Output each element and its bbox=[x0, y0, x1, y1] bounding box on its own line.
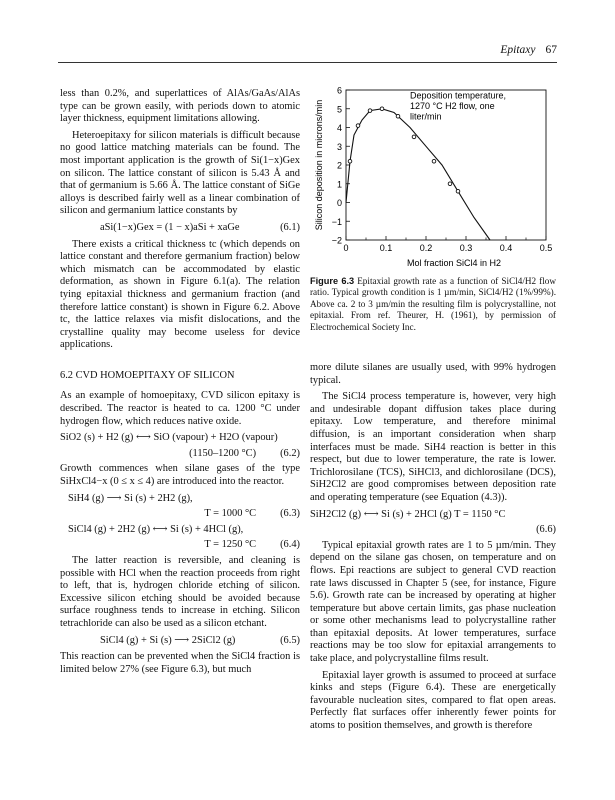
x-tick-label: 0 bbox=[343, 243, 349, 253]
equation-6-6-line1: SiH2Cl2 (g) ⟷ Si (s) + 2HCl (g) T = 1150 °C bbox=[310, 508, 506, 520]
y-tick-label: −1 bbox=[331, 216, 342, 227]
equation-6-4-line1: SiCl4 (g) + 2H2 (g) ⟷ Si (s) + 4HCl (g), bbox=[68, 523, 244, 535]
figure-caption-text: Epitaxial growth rate as a function of SiCl4/H2 flow ratio. Typical growth condition is 1 µm/min, SiCl4/H2 (1%/99%). Above ca. 2 to 3 µm/min the resulting film is polycrystalline, not epitaxial. From ref. Theurer, H. (1961), by permission of Electrochemical Society Inc. bbox=[310, 276, 556, 332]
equation-6-2-line1: SiO2 (s) + H2 (g) ⟷ SiO (vapour) + H2O (vapour) bbox=[60, 432, 278, 444]
y-tick-label: 2 bbox=[336, 160, 342, 171]
equation-6-2-row2 bbox=[60, 448, 300, 461]
intro-paragraph-1: less than 0.2%, and superlattices of AlAs/GaAs/AlAs type can be grown easily, with periods down to atomic layer thickness, equipment limitations allowing. bbox=[60, 88, 300, 125]
equation-6-4-number: (6.4) bbox=[280, 539, 300, 551]
right-paragraph-1: more dilute silanes are usually used, with 99% hydrogen typical. bbox=[310, 362, 556, 386]
y-tick-label: 0 bbox=[336, 198, 342, 208]
data-point bbox=[368, 109, 372, 113]
equation-6-6 bbox=[310, 509, 556, 522]
data-point bbox=[448, 182, 452, 186]
section-paragraph-4: This reaction can be prevented when the SiCl4 fraction is limited below 27% (see Figure 6.3), but much bbox=[60, 651, 300, 675]
equation-6-1-number: (6.1) bbox=[280, 221, 300, 233]
data-point bbox=[356, 124, 360, 128]
data-point bbox=[412, 135, 416, 139]
deposition-curve bbox=[346, 109, 490, 240]
annotation-line: 1270 °C H2 flow, one bbox=[410, 100, 495, 111]
equation-6-4-row2 bbox=[60, 539, 300, 552]
data-point bbox=[348, 159, 352, 163]
section-title: 6.2 CVD HOMOEPITAXY OF SILICON bbox=[60, 369, 235, 381]
section-paragraph-1: As an example of homoepitaxy, CVD silicon epitaxy is described. The reactor is heated to ca. 1200 °C under hydrogen flow, which reduces native oxide. bbox=[60, 390, 300, 427]
equation-6-2-number: (6.2) bbox=[280, 447, 300, 459]
equation-6-5 bbox=[60, 635, 300, 648]
page-number: 67 bbox=[545, 44, 557, 56]
equation-6-6-row2 bbox=[310, 524, 556, 537]
equation-6-3-row2 bbox=[60, 508, 300, 521]
intro-paragraph-2: Heteroepitaxy for silicon materials is difficult because no good lattice matching materials can be found. The most important application is the growth of Si(1−x)Gex on silicon. The lattice constant of silicon is 5.43 Å and that of germanium is 5.66 Å. The lattice constant of SiGe alloys is described fairly well as a linear combination of silicon and germanium lattice constants by bbox=[60, 129, 300, 217]
equation-6-3-number: (6.3) bbox=[280, 508, 300, 520]
left-column bbox=[60, 88, 300, 680]
equation-6-3-line2: T = 1000 °C bbox=[204, 508, 257, 520]
running-title: Epitaxy bbox=[500, 44, 536, 56]
equation-6-4-line2: T = 1250 °C bbox=[204, 539, 257, 551]
y-tick-label: −2 bbox=[331, 235, 342, 246]
y-tick-label: 1 bbox=[336, 179, 342, 190]
annotation-line: Deposition temperature, bbox=[410, 90, 507, 101]
x-tick-label: 0.1 bbox=[379, 243, 393, 253]
y-tick-label: 5 bbox=[336, 104, 342, 115]
y-axis-label: Silicon deposition in microns/min bbox=[314, 99, 324, 231]
right-paragraph-4: Epitaxial layer growth is assumed to proceed at surface kinks and steps (Figure 6.4). These are energetically favourable nucleation sites, compared to flat open areas. Perfectly flat surfaces offer inherently fewer points for atoms to position themselves, and growth is therefore bbox=[310, 669, 556, 732]
equation-6-6-number: (6.6) bbox=[536, 524, 556, 536]
figure-label: Figure 6.3 bbox=[310, 276, 355, 286]
right-paragraph-3: Typical epitaxial growth rates are 1 to 5 µm/min. They depend on the silane gas chosen, on temperature and on flows. Epi reactions are subject to general CVD reaction rate laws discussed in Chapter 5 (see, for instance, Figure 5.6). Growth rate can be increased by operating at higher temperature but above certain limits, gas phase nucleation or some other mechanisms lead to polycrystalline rather than epitaxial deposits. At lower temperatures, surface reactions may be too slow for epitaxial arrangements to take place, and polycrystalline films result. bbox=[310, 539, 556, 665]
data-point bbox=[396, 114, 400, 118]
equation-6-1 bbox=[60, 222, 300, 235]
data-point bbox=[432, 159, 436, 163]
section-paragraph-2: Growth commences when silane gases of the type SiHxCl4−x (0 ≤ x ≤ 4) are introduced into the reactor. bbox=[60, 463, 300, 488]
equation-6-5-number: (6.5) bbox=[280, 634, 300, 646]
equation-6-2-line2: (1150–1200 °C) bbox=[189, 447, 257, 459]
equation-6-1-body: aSi(1−x)Gex = (1 − x)aSi + xaGe bbox=[100, 221, 240, 233]
right-paragraph-2: The SiCl4 process temperature is, however, very high and undesirable dopant diffusion takes place during epitaxy. Low temperature, and therefore minimal diffusion, is an important consideration when sharp interfaces must be made. SiH4 reaction is better in this respect, but due to lower temperature, the rate is lower. Trichlorosilane (TCS), SiHCl3, and dichlorosilane (DCS), SiH2Cl2 are good compromises between deposition rate and operating temperature (see Equation (4.3)). bbox=[310, 391, 556, 503]
figure-caption bbox=[310, 276, 556, 333]
x-tick-label: 0.4 bbox=[499, 243, 513, 253]
figure-6-3-chart bbox=[310, 84, 560, 274]
intro-paragraph-3: There exists a critical thickness tc (which depends on lattice constant and therefore germanium fraction) below which mismatch can be accommodated by elastic deformation, as shown in Figure 6.1(a). The relation tying epitaxial thickness and germanium fraction (and therefore lattice constant) is shown in Figure 6.2. Above tc, the lattice relaxes via misfit dislocations, and the crystalline quality may become useless for device applications. bbox=[60, 238, 300, 351]
x-tick-label: 0.3 bbox=[459, 243, 473, 253]
section-paragraph-3: The latter reaction is reversible, and cleaning is possible with HCl when the reaction proceeds from right to left, that is, hydrogen chloride etching of silicon. Excessive silicon etching should be avoided because surface roughness tends to increase in etching. Silicon tetrachloride can also be used as a silicon etchant. bbox=[60, 555, 300, 629]
running-header bbox=[500, 44, 557, 56]
data-point bbox=[456, 189, 460, 193]
header-rule bbox=[58, 62, 557, 63]
y-tick-label: 6 bbox=[336, 85, 342, 96]
x-tick-label: 0.5 bbox=[539, 243, 553, 253]
equation-6-5-body: SiCl4 (g) + Si (s) ⟶ 2SiCl2 (g) bbox=[100, 634, 236, 646]
y-tick-label: 3 bbox=[336, 141, 342, 152]
equation-6-4 bbox=[60, 524, 300, 537]
y-tick-label: 4 bbox=[336, 123, 342, 133]
equation-6-3-line1: SiH4 (g) ⟶ Si (s) + 2H2 (g), bbox=[68, 492, 193, 504]
equation-6-3 bbox=[60, 493, 300, 506]
right-column bbox=[310, 362, 556, 737]
annotation-line: liter/min bbox=[410, 111, 442, 122]
x-axis-label: Mol fraction SiCl4 in H2 bbox=[406, 258, 502, 268]
x-tick-label: 0.2 bbox=[419, 243, 433, 253]
equation-6-2 bbox=[60, 432, 300, 445]
data-point bbox=[380, 107, 384, 111]
